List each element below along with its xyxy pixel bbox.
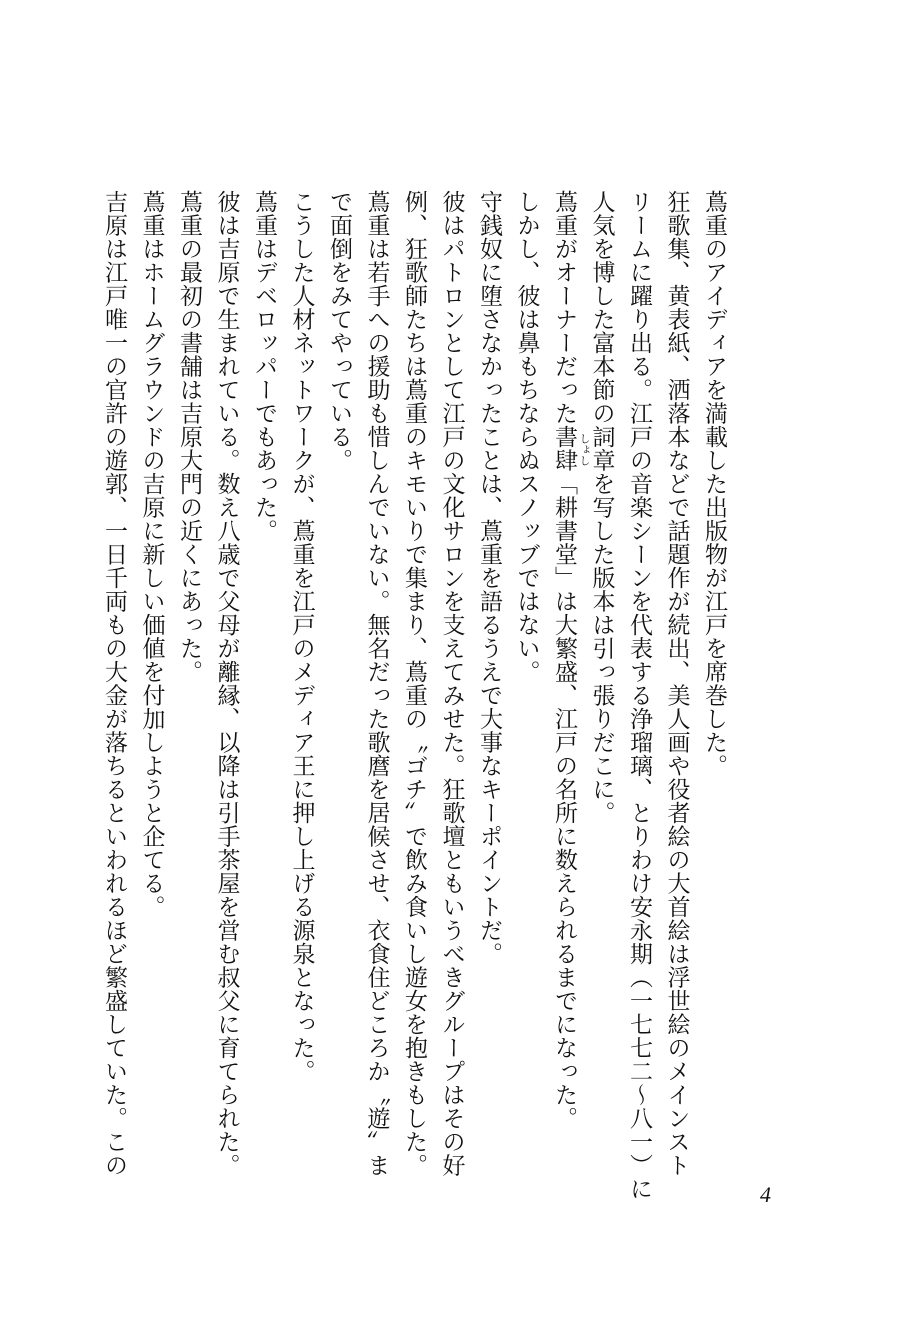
text-line-6: しかし、彼は鼻もちならぬスノッブではない。 — [513, 190, 540, 684]
text-line-15: 蔦重の最初の書舗は吉原大門の近くにあった。 — [176, 190, 202, 684]
ruby-base-text: 書肆 — [551, 425, 577, 472]
vertical-text-body — [95, 190, 733, 1201]
text-line-12: こうした人材ネットワークが、蔦重を江戸のメディア王に押し上げる源泉となった。 — [288, 190, 315, 1083]
text-line-16: 蔦重はホームグラウンドの吉原に新しい価値を付加しようと企てる。 — [138, 190, 165, 919]
text-line-14: 彼は吉原で生まれている。数え八歳で父母が離縁、以降は引手茶屋を営む叔父に育てられた。 — [213, 190, 240, 1177]
ruby-reading: しょし — [578, 433, 591, 466]
text-line-5-start: 蔦重がオーナーだった — [551, 190, 577, 425]
text-line-11: で面倒をみてやっている。 — [326, 190, 352, 472]
text-line-13: 蔦重はデベロッパーでもあった。 — [251, 190, 277, 543]
text-line-17: 吉原は江戸唯一の官許の遊郭、一日千両もの大金が落ちるといわれるほど繁盛していた。この — [101, 190, 127, 1177]
text-line-4: 人気を博した富本節の詞章を写した版本は引っ張りだこに。 — [588, 190, 615, 825]
text-line-3: リームに躍り出る。江戸の音楽シーンを代表する浄瑠璃、とりわけ安永期（一七七二〜八一）に — [626, 190, 652, 1201]
page-number: 4 — [760, 1182, 771, 1207]
ruby-annotated-word — [551, 425, 591, 472]
text-line-5-end: 「耕書堂」は大繁盛、江戸の名所に数えられるまでになった。 — [551, 472, 577, 1130]
text-line-2: 狂歌集、黄表紙、洒落本などで話題作が続出、美人画や役者絵の大首絵は浮世絵のメインスト — [663, 190, 690, 1177]
text-line-1: 蔦重のアイディアを満載した出版物が江戸を席巻した。 — [701, 190, 727, 778]
text-line-9: 例、狂歌師たちは蔦重のキモいりで集まり、蔦重の〝ゴチ〟で飲み食いし遊女を抱きもした。 — [401, 190, 427, 1177]
text-line-10: 蔦重は若手への援助も惜しんでいない。無名だった歌麿を居候させ、衣食住どころか〝遊〟ま — [363, 190, 390, 1177]
text-line-8: 彼はパトロンとして江戸の文化サロンを支えてみせた。狂歌壇ともいうべきグループはその好 — [438, 190, 465, 1177]
text-line-7: 守銭奴に堕さなかったことは、蔦重を語るうえで大事なキーポイントだ。 — [476, 190, 502, 966]
text-line-5 — [545, 190, 591, 1150]
